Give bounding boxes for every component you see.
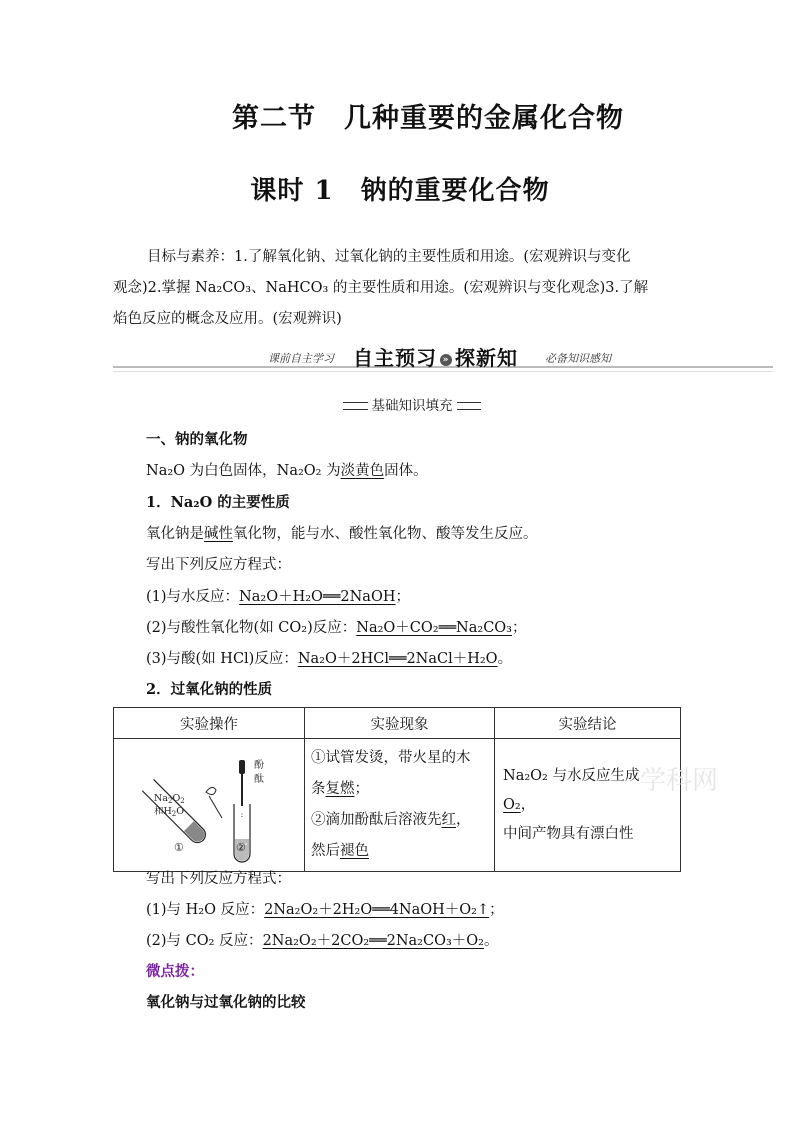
table-header-row: [114, 708, 681, 739]
dropper-icon: [239, 760, 245, 819]
text: 氧化物，能与水、酸性氧化物、酸等发生反应。: [233, 526, 538, 542]
page-title: 第二节 几种重要的金属化合物: [232, 103, 624, 134]
tip-heading: 氧化钠与过氧化钠的比较: [146, 994, 306, 1011]
text: 。: [497, 651, 513, 667]
conclusion-cell: [495, 739, 681, 872]
text: 。: [483, 933, 499, 949]
fill-answer: 碱性: [204, 526, 233, 542]
goals-line: 焰色反应的概念及应用。(宏观辨识): [113, 311, 342, 327]
text: (3)与酸(如 HCl)反应：: [146, 651, 298, 667]
phenomenon-line: [311, 774, 488, 805]
fill-answer: 复燃: [325, 781, 355, 797]
fill-answer: 褪色: [340, 843, 369, 859]
text: Na₂O 为白色固体，Na₂O₂ 为: [146, 463, 341, 479]
paragraph: 写出下列反应方程式：: [146, 871, 291, 887]
section-tag: [343, 394, 481, 416]
equation: 2Na₂O₂＋2CO₂══2Na₂CO₃＋O₂: [262, 933, 484, 949]
paragraph: [146, 459, 428, 480]
tube-mark-1: ①: [174, 841, 184, 854]
text: (1)与 H₂O 反应：: [146, 902, 265, 918]
reagent-label-line1: $Na_2O_2$: [154, 793, 185, 805]
text: (1)与水反应：: [146, 589, 240, 605]
phenomenon-line: [311, 805, 488, 836]
equation: Na₂O＋CO₂══Na₂CO₃: [356, 620, 512, 636]
experiment-table: [113, 707, 681, 872]
table-header: 实验结论: [495, 708, 681, 739]
fill-answer: 红: [441, 812, 456, 828]
banner-title: [353, 342, 518, 371]
table-header: 实验现象: [305, 708, 495, 739]
equation-line: [146, 647, 512, 668]
banner-title-right: 探新知: [455, 346, 518, 370]
indicator-label-2: 酞: [254, 774, 264, 785]
chevron-right-icon: »: [440, 354, 452, 366]
goals-line: 目标与素养：1.了解氧化钠、过氧化钠的主要性质和用途。(宏观辨识与变化: [147, 249, 631, 265]
indicator-label-1: 酚: [254, 760, 264, 771]
equation-line: [146, 585, 410, 606]
paragraph: 写出下列反应方程式：: [146, 557, 291, 573]
table-row: [114, 739, 681, 872]
section-tag-label: 基础知识填充: [368, 398, 457, 414]
subheading: 2．过氧化钠的性质: [146, 681, 273, 698]
paragraph: [146, 522, 538, 543]
fill-answer: O₂: [503, 796, 521, 813]
banner-rule: [113, 371, 773, 372]
watermark: 学科网: [640, 766, 719, 796]
text: ；: [489, 902, 504, 918]
heading-oxides: 一、钠的氧化物: [146, 431, 248, 448]
tip-label: 微点拨：: [146, 963, 204, 980]
text: 然后: [311, 843, 340, 859]
subheading: 1．Na₂O 的主要性质: [146, 494, 290, 511]
equation-line: [146, 929, 498, 950]
equation: Na₂O＋H₂O══2NaOH: [239, 589, 396, 605]
phenomenon-line: ①试管发烫，带火星的木: [311, 750, 471, 766]
svg-text::: :: [240, 810, 244, 819]
lesson-subtitle: 课时 1 钠的重要化合物: [250, 176, 550, 206]
phenomenon-line: [311, 836, 488, 867]
tube-mark-2: ②: [236, 841, 246, 854]
text: ；: [512, 620, 527, 636]
text: 固体。: [384, 463, 428, 479]
banner-suffix: 必备知识感知: [545, 352, 611, 365]
experiment-diagram-cell: [114, 739, 305, 872]
glowing-splint-icon: [206, 787, 222, 818]
equation-line: [146, 616, 527, 637]
equation: 2Na₂O₂＋2H₂O══4NaOH＋O₂↑: [264, 902, 490, 918]
table-header: 实验操作: [114, 708, 305, 739]
text: ②滴加酚酞后溶液先: [311, 812, 442, 828]
text: 氧化钠是: [146, 526, 204, 542]
banner-prefix: 课前自主学习: [268, 352, 334, 365]
banner-title-left: 自主预习: [353, 346, 437, 370]
equation-line: [146, 898, 504, 919]
test-tube-diagram: [114, 744, 302, 866]
text: ；: [395, 589, 410, 605]
learning-goals: [113, 242, 683, 335]
section-banner: [113, 342, 773, 372]
fill-answer: 淡黄色: [340, 463, 385, 479]
text: ；: [354, 781, 369, 797]
phenomenon-cell: [305, 739, 495, 872]
goals-line: 观念)2.掌握 Na₂CO₃、NaHCO₃ 的主要性质和用途。(宏观辨识与变化观念)3.了解: [113, 280, 649, 296]
text: 条: [311, 781, 326, 797]
reagent-label-line2: 和$H_2O$: [154, 806, 185, 818]
text: ，: [520, 796, 536, 813]
text: (2)与 CO₂ 反应：: [146, 933, 263, 949]
text: (2)与酸性氧化物(如 CO₂)反应：: [146, 620, 357, 636]
text: ，: [456, 812, 471, 828]
equation: Na₂O＋2HCl══2NaCl＋H₂O: [297, 651, 498, 667]
text: Na₂O₂ 与水反应生成: [503, 767, 640, 784]
conclusion-line: 中间产物具有漂白性: [503, 825, 634, 842]
